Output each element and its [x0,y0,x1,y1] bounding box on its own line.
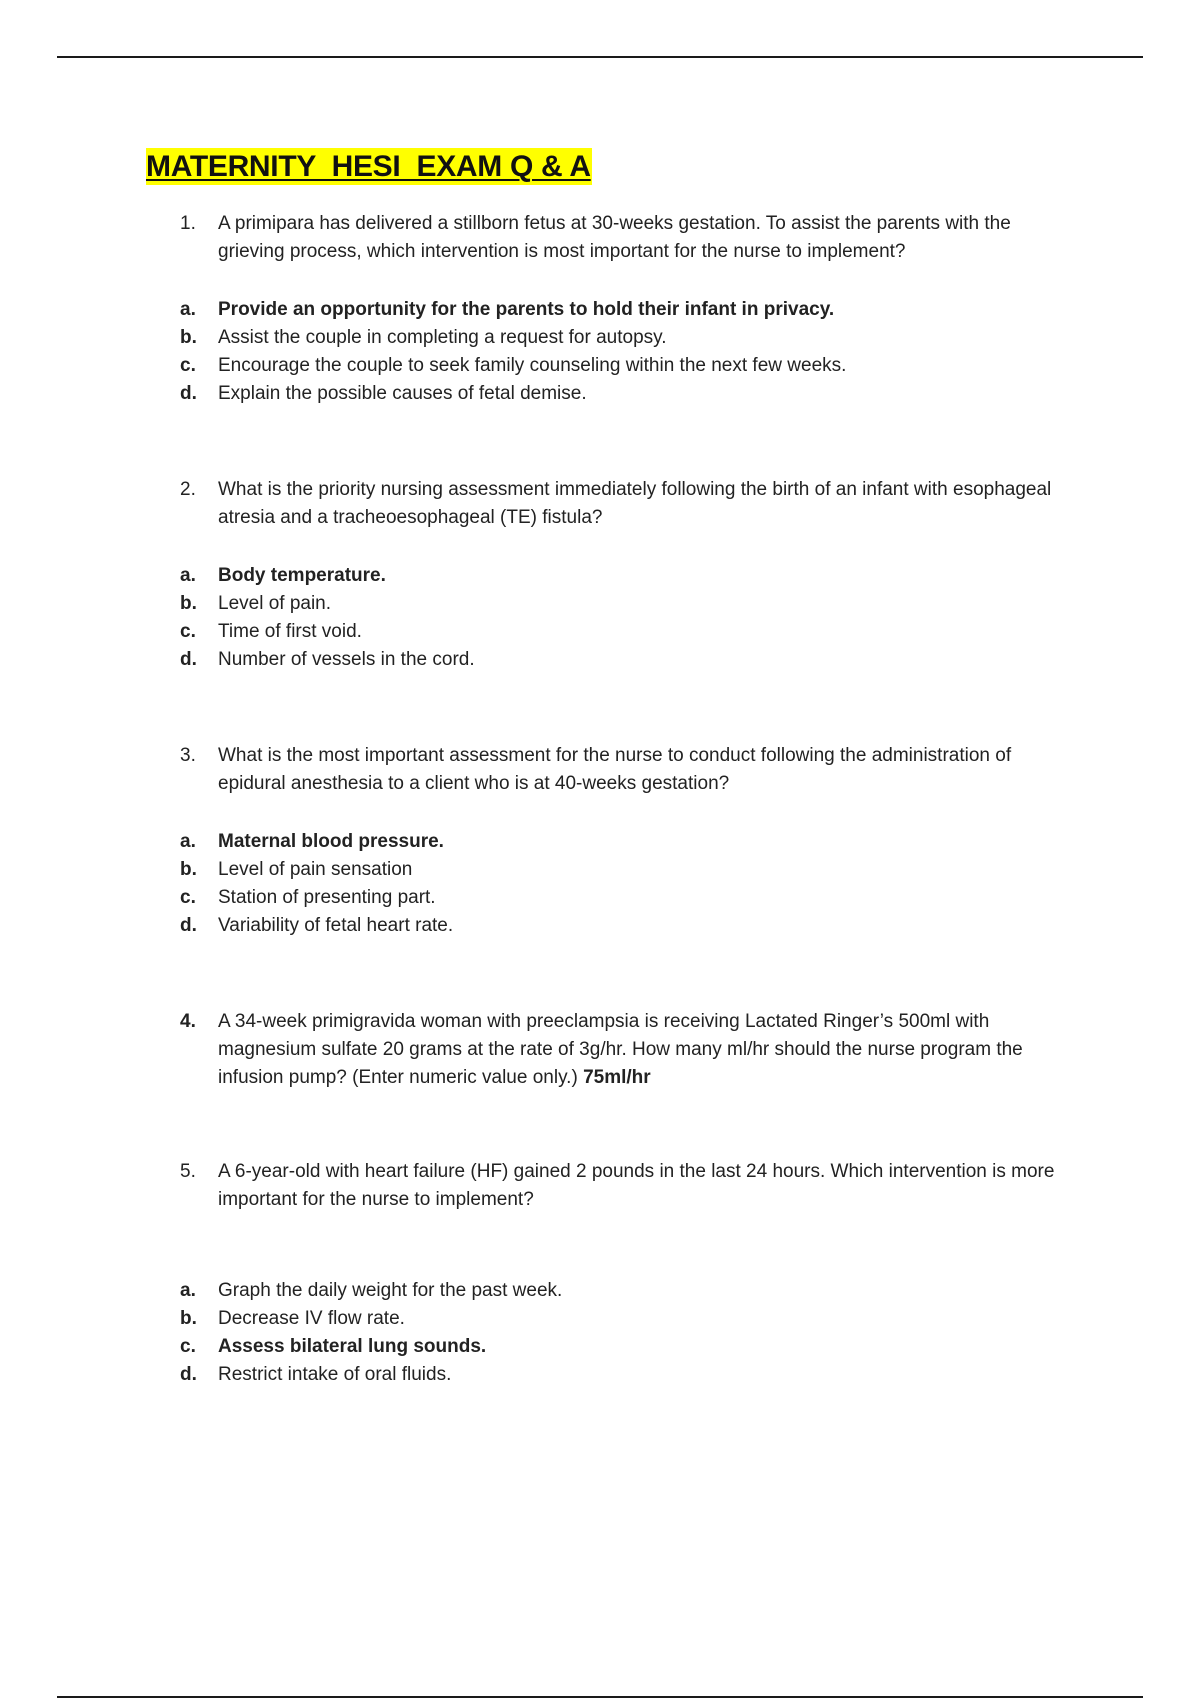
options-list-2 [180,562,1080,674]
question-text: A primipara has delivered a stillborn fetus at 30-weeks gestation. To assist the parents with the grieving process, which intervention is most important for the nurse to implement? [218,213,1011,262]
option-letter: d. [180,383,197,404]
option-text: Time of first void. [218,621,362,642]
option-item [180,380,1080,408]
option-text: Graph the daily weight for the past week. [218,1280,563,1301]
option-text: Station of presenting part. [218,887,436,908]
option-item [180,1277,1080,1305]
bottom-rule [57,1696,1143,1698]
options-list-1 [180,296,1080,408]
correct-option-text: Maternal blood pressure. [218,831,444,852]
option-item [180,590,1080,618]
option-item [180,1333,1080,1361]
option-text: Explain the possible causes of fetal demise. [218,383,587,404]
option-item [180,1361,1080,1389]
option-letter: d. [180,649,197,670]
page-title [146,148,592,186]
numeric-answer: 75ml/hr [583,1067,651,1088]
option-item [180,856,1080,884]
option-item [180,562,1080,590]
option-item [180,618,1080,646]
option-text: Level of pain. [218,593,332,614]
question-4 [180,1008,1080,1092]
option-letter: b. [180,859,197,880]
question-text: What is the priority nursing assessment immediately following the birth of an infant with esophageal atresia and a tracheoesophageal (TE) fistula? [218,479,1052,528]
options-list-3 [180,828,1080,940]
option-letter: d. [180,1364,197,1385]
correct-option-text: Provide an opportunity for the parents to hold their infant in privacy. [218,299,835,320]
top-rule [57,56,1143,58]
question-text: What is the most important assessment for the nurse to conduct following the administration of epidural anesthesia to a client who is at 40-weeks gestation? [218,745,1012,794]
option-text: Encourage the couple to seek family counseling within the next few weeks. [218,355,847,376]
option-text: Level of pain sensation [218,859,413,880]
option-letter: a. [180,565,196,586]
question-number: 3. [180,745,196,766]
option-item [180,646,1080,674]
option-text: Decrease IV flow rate. [218,1308,405,1329]
option-item [180,884,1080,912]
option-letter: c. [180,355,196,376]
option-text: Variability of fetal heart rate. [218,915,454,936]
option-letter: b. [180,1308,197,1329]
option-letter: a. [180,831,196,852]
option-letter: c. [180,621,196,642]
option-letter: b. [180,327,197,348]
option-letter: b. [180,593,197,614]
option-letter: a. [180,1280,196,1301]
question-number: 4. [180,1011,196,1032]
options-list-5 [180,1277,1080,1389]
option-item [180,352,1080,380]
question-5 [180,1158,1080,1214]
option-letter: c. [180,887,196,908]
question-number: 5. [180,1161,196,1182]
option-item [180,912,1080,940]
question-1 [180,210,1080,266]
option-item [180,1305,1080,1333]
question-number: 1. [180,213,196,234]
option-letter: c. [180,1336,196,1357]
option-item [180,828,1080,856]
option-letter: a. [180,299,196,320]
option-item [180,296,1080,324]
question-3 [180,742,1080,798]
option-item [180,324,1080,352]
question-2 [180,476,1080,532]
question-text: A 6-year-old with heart failure (HF) gained 2 pounds in the last 24 hours. Which intervention is more important for the nurse to implement? [218,1161,1055,1210]
option-text: Number of vessels in the cord. [218,649,475,670]
option-text: Assist the couple in completing a request for autopsy. [218,327,667,348]
option-text: Restrict intake of oral fluids. [218,1364,452,1385]
question-number: 2. [180,479,196,500]
correct-option-text: Assess bilateral lung sounds. [218,1336,487,1357]
page-title-text: MATERNITY HESI EXAM Q & A [146,150,591,183]
question-text: A 34-week primigravida woman with preeclampsia is receiving Lactated Ringer’s 500ml with magnesium sulfate 20 grams at the rate of 3g/hr. How many ml/hr should the nurse program the infusion pump? (Enter numeric value only.) [218,1011,1023,1088]
option-letter: d. [180,915,197,936]
correct-option-text: Body temperature. [218,565,386,586]
